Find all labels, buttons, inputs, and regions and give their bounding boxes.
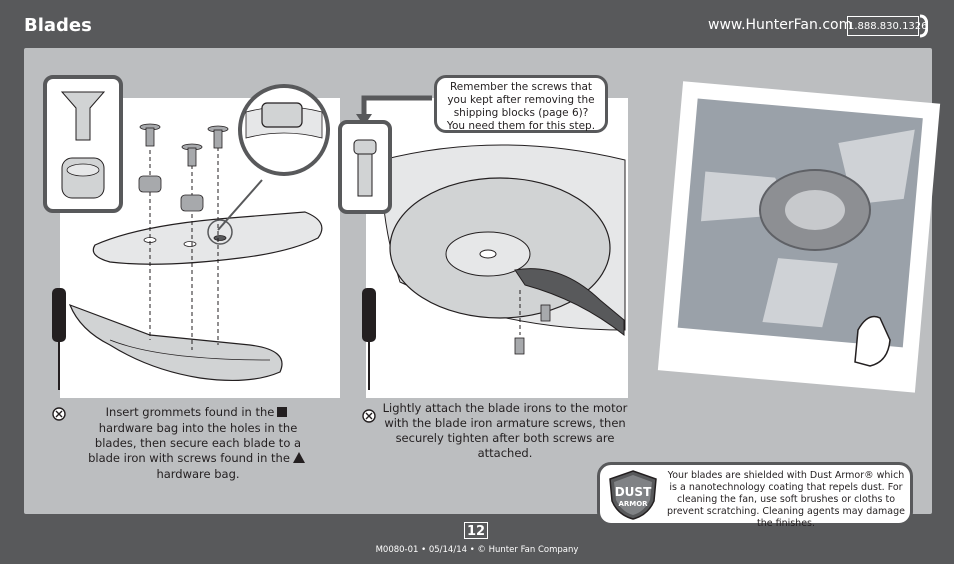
reminder-callout: Remember the screws that you kept after removing the shipping blocks (page 6)? You need them for this step. — [434, 75, 608, 133]
page-number: 12 — [464, 522, 488, 539]
step2-caption: Lightly attach the blade irons to the motor with the blade iron armature screws, then securely tighten after both screws are attached. — [382, 401, 628, 460]
step-bullet-icon — [52, 407, 66, 421]
page-title: Blades — [24, 15, 92, 36]
footer-text: M0080-01 • 05/14/14 • © Hunter Fan Company — [375, 545, 579, 555]
dust-logo-line1: DUST — [614, 485, 652, 499]
triangle-hardware-bag-icon — [293, 452, 305, 467]
step-bullet-icon — [362, 409, 376, 423]
dust-armor-shield-icon — [606, 469, 660, 521]
dust-armor-notice — [597, 462, 913, 529]
blade-assembly-illustration — [45, 77, 340, 398]
dust-logo-line2: ARMOR — [618, 500, 648, 508]
dust-armor-text: Your blades are shielded with Dust Armor® which is a nanotechnology coating that repels dust. For cleaning the fan, use soft brushes or cloths to prevent scratching. Cleaning agents may damage the finishes. — [666, 470, 905, 529]
step1-caption: Insert grommets found in thehardware bag into the holes in the blades, then secure each blade to a blade iron with screws found in thehardware bag. — [80, 405, 316, 482]
fan-photo — [658, 81, 940, 392]
website-link[interactable]: www.HunterFan.com — [708, 17, 853, 33]
phone-number: 1.888.830.1326 — [847, 16, 919, 36]
motor-blade-iron-illustration — [340, 98, 628, 398]
square-hardware-bag-icon — [277, 406, 287, 421]
